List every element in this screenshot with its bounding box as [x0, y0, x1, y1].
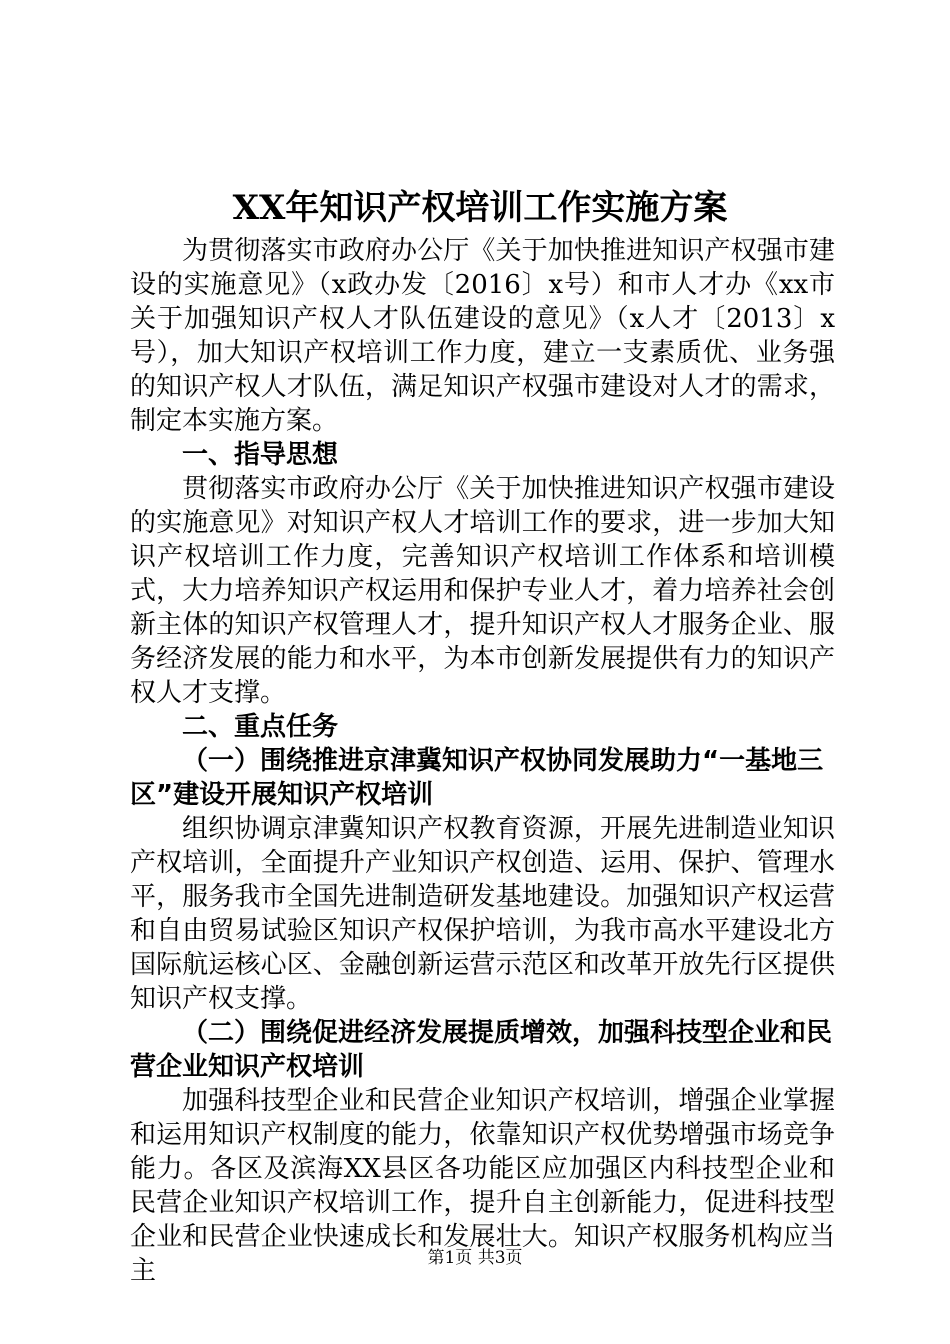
- document-body: [130, 234, 835, 1288]
- intro-paragraph: 为贯彻落实市政府办公厅《关于加快推进知识产权强市建设的实施意见》（x政办发〔2016〕x号）和市人才办《xx市关于加强知识产权人才队伍建设的意见》（x人才〔2013〕x号），加大知识产权培训工作力度，建立一支素质优、业务强的知识产权人才队伍，满足知识产权强市建设对人才的需求，制定本实施方案。: [130, 236, 835, 436]
- body-paragraph: 加强科技型企业和民营企业知识产权培训，增强企业掌握和运用知识产权制度的能力，依靠知识产权优势增强市场竞争能力。各区及滨海XX县区各功能区应加强区内科技型企业和民营企业知识产权培训工作，提升自主创新能力，促进科技型企业和民营企业快速成长和发展壮大。知识产权服务机构应当主: [130, 1086, 835, 1286]
- document-title: XX年知识产权培训工作实施方案: [232, 188, 728, 228]
- section-heading-key-tasks: 二、重点任务: [182, 712, 339, 742]
- body-paragraph: 贯彻落实市政府办公厅《关于加快推进知识产权强市建设的实施意见》对知识产权人才培训工作的要求，进一步加大知识产权培训工作力度，完善知识产权培训工作体系和培训模式，大力培养知识产权运用和保护专业人才，着力培养社会创新主体的知识产权管理人才，提升知识产权人才服务企业、服务经济发展的能力和水平，为本市创新发展提供有力的知识产权人才支撑。: [130, 474, 835, 708]
- body-paragraph: 组织协调京津冀知识产权教育资源，开展先进制造业知识产权培训，全面提升产业知识产权创造、运用、保护、管理水平，服务我市全国先进制造研发基地建设。加强知识产权运营和自由贸易试验区知识产权保护培训，为我市高水平建设北方国际航运核心区、金融创新运营示范区和改革开放先行区提供知识产权支撑。: [130, 814, 835, 1014]
- page-number-footer: 第1页 共3页: [427, 1248, 523, 1268]
- subsection-heading-2: （二）围绕促进经济发展提质增效，加强科技型企业和民营企业知识产权培训: [130, 1018, 833, 1082]
- subsection-heading-1: （一）围绕推进京津冀知识产权协同发展助力“一基地三区”建设开展知识产权培训: [130, 746, 824, 810]
- section-heading-guiding-ideology: 一、指导思想: [182, 440, 339, 470]
